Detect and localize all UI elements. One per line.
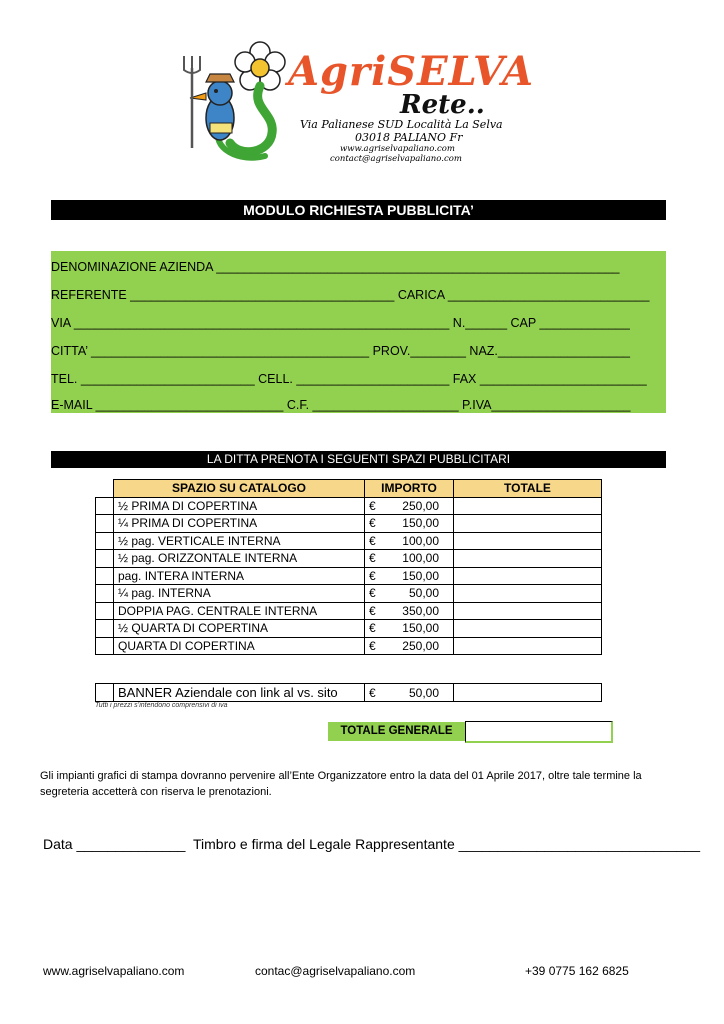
total-value-field[interactable] [465, 721, 613, 743]
table-row [96, 515, 602, 533]
form-line-via[interactable]: VIA ______________________________________________________ N.______ CAP _____________ [51, 316, 630, 330]
row-total-cell[interactable] [454, 620, 602, 638]
row-total-cell[interactable] [454, 684, 602, 702]
row-checkbox[interactable] [96, 550, 114, 568]
logo-city: 03018 PALIANO Fr [355, 131, 463, 144]
row-amount: € 100,00 [365, 550, 454, 568]
row-description: QUARTA DI COPERTINA [114, 637, 365, 655]
form-line-citta[interactable]: CITTA’ ________________________________________ PROV.________ NAZ.___________________ [51, 344, 630, 358]
table-row [96, 567, 602, 585]
row-amount: € 250,00 [365, 497, 454, 515]
form-line-tel[interactable]: TEL. _________________________ CELL. ______________________ FAX ________________________ [51, 372, 647, 386]
logo-email: contact@agriselvapaliano.com [330, 154, 462, 164]
company-info-form [51, 251, 666, 413]
row-total-cell[interactable] [454, 532, 602, 550]
row-amount: € 350,00 [365, 602, 454, 620]
row-total-cell[interactable] [454, 550, 602, 568]
row-total-cell[interactable] [454, 585, 602, 603]
form-line-denominazione[interactable]: DENOMINAZIONE AZIENDA __________________________________________________________ [51, 260, 620, 274]
table-row [96, 637, 602, 655]
page-title: MODULO RICHIESTA PUBBLICITA’ [51, 200, 666, 220]
footer-email[interactable]: contac@agriselvapaliano.com [255, 964, 416, 978]
table-row [96, 602, 602, 620]
row-checkbox[interactable] [96, 567, 114, 585]
table-row [96, 620, 602, 638]
row-description: ¼ PRIMA DI COPERTINA [114, 515, 365, 533]
row-description: ½ pag. VERTICALE INTERNA [114, 532, 365, 550]
column-header-importo: IMPORTO [365, 480, 454, 498]
price-note: Tutti i prezzi s’intendono comprensivi di iva [95, 702, 228, 709]
row-amount: € 100,00 [365, 532, 454, 550]
row-checkbox[interactable] [96, 684, 114, 702]
row-checkbox[interactable] [96, 515, 114, 533]
row-description: ½ pag. ORIZZONTALE INTERNA [114, 550, 365, 568]
row-amount: € 150,00 [365, 567, 454, 585]
table-row [96, 532, 602, 550]
row-total-cell[interactable] [454, 567, 602, 585]
row-checkbox[interactable] [96, 585, 114, 603]
row-amount: € 150,00 [365, 515, 454, 533]
form-line-email[interactable]: E-MAIL ___________________________ C.F. _____________________ P.IVA____________________ [51, 398, 631, 412]
row-amount: € 50,00 [365, 585, 454, 603]
total-label: TOTALE GENERALE [328, 722, 465, 741]
row-checkbox[interactable] [96, 602, 114, 620]
agriselva-logo [180, 38, 534, 168]
row-total-cell[interactable] [454, 637, 602, 655]
row-total-cell[interactable] [454, 497, 602, 515]
row-checkbox[interactable] [96, 620, 114, 638]
column-header-totale: TOTALE [454, 480, 602, 498]
section-title: LA DITTA PRENOTA I SEGUENTI SPAZI PUBBLICITARI [51, 451, 666, 468]
footer-website[interactable]: www.agriselvapaliano.com [43, 964, 185, 978]
info-text: Gli impianti grafici di stampa dovranno pervenire all’Ente Organizzatore entro la data del 01 Aprile 2017, oltre tale termine la segreteria accetterà con riserva le prenotazioni. [40, 770, 642, 798]
row-total-cell[interactable] [454, 515, 602, 533]
table-row [96, 550, 602, 568]
row-description: ½ PRIMA DI COPERTINA [114, 497, 365, 515]
row-description: ½ QUARTA DI COPERTINA [114, 620, 365, 638]
table-row [96, 684, 602, 702]
banner-table [95, 683, 602, 702]
table-row [96, 585, 602, 603]
row-checkbox[interactable] [96, 637, 114, 655]
row-description: pag. INTERA INTERNA [114, 567, 365, 585]
table-row [96, 497, 602, 515]
row-description: ¼ pag. INTERNA [114, 585, 365, 603]
row-description: BANNER Aziendale con link al vs. sito [114, 684, 365, 702]
signature-line: Data ______________ Timbro e firma del Legale Rappresentante _______________________________ [43, 836, 700, 852]
row-checkbox[interactable] [96, 532, 114, 550]
row-total-cell[interactable] [454, 602, 602, 620]
row-amount: € 250,00 [365, 637, 454, 655]
logo-website: www.agriselvapaliano.com [340, 144, 455, 154]
column-header-spazio: SPAZIO SU CATALOGO [114, 480, 365, 498]
form-line-referente[interactable]: REFERENTE ______________________________________ CARICA _____________________________ [51, 288, 650, 302]
advertising-spaces-table [95, 479, 602, 655]
logo-address: Via Palianese SUD Località La Selva [300, 118, 503, 131]
logo-brand-text: AgriSELVA [288, 48, 534, 95]
logo-subtitle: Rete.. [400, 90, 485, 120]
footer-phone: +39 0775 162 6825 [525, 964, 629, 978]
row-description: DOPPIA PAG. CENTRALE INTERNA [114, 602, 365, 620]
row-amount: € 150,00 [365, 620, 454, 638]
row-amount: € 50,00 [365, 684, 454, 702]
row-checkbox[interactable] [96, 497, 114, 515]
